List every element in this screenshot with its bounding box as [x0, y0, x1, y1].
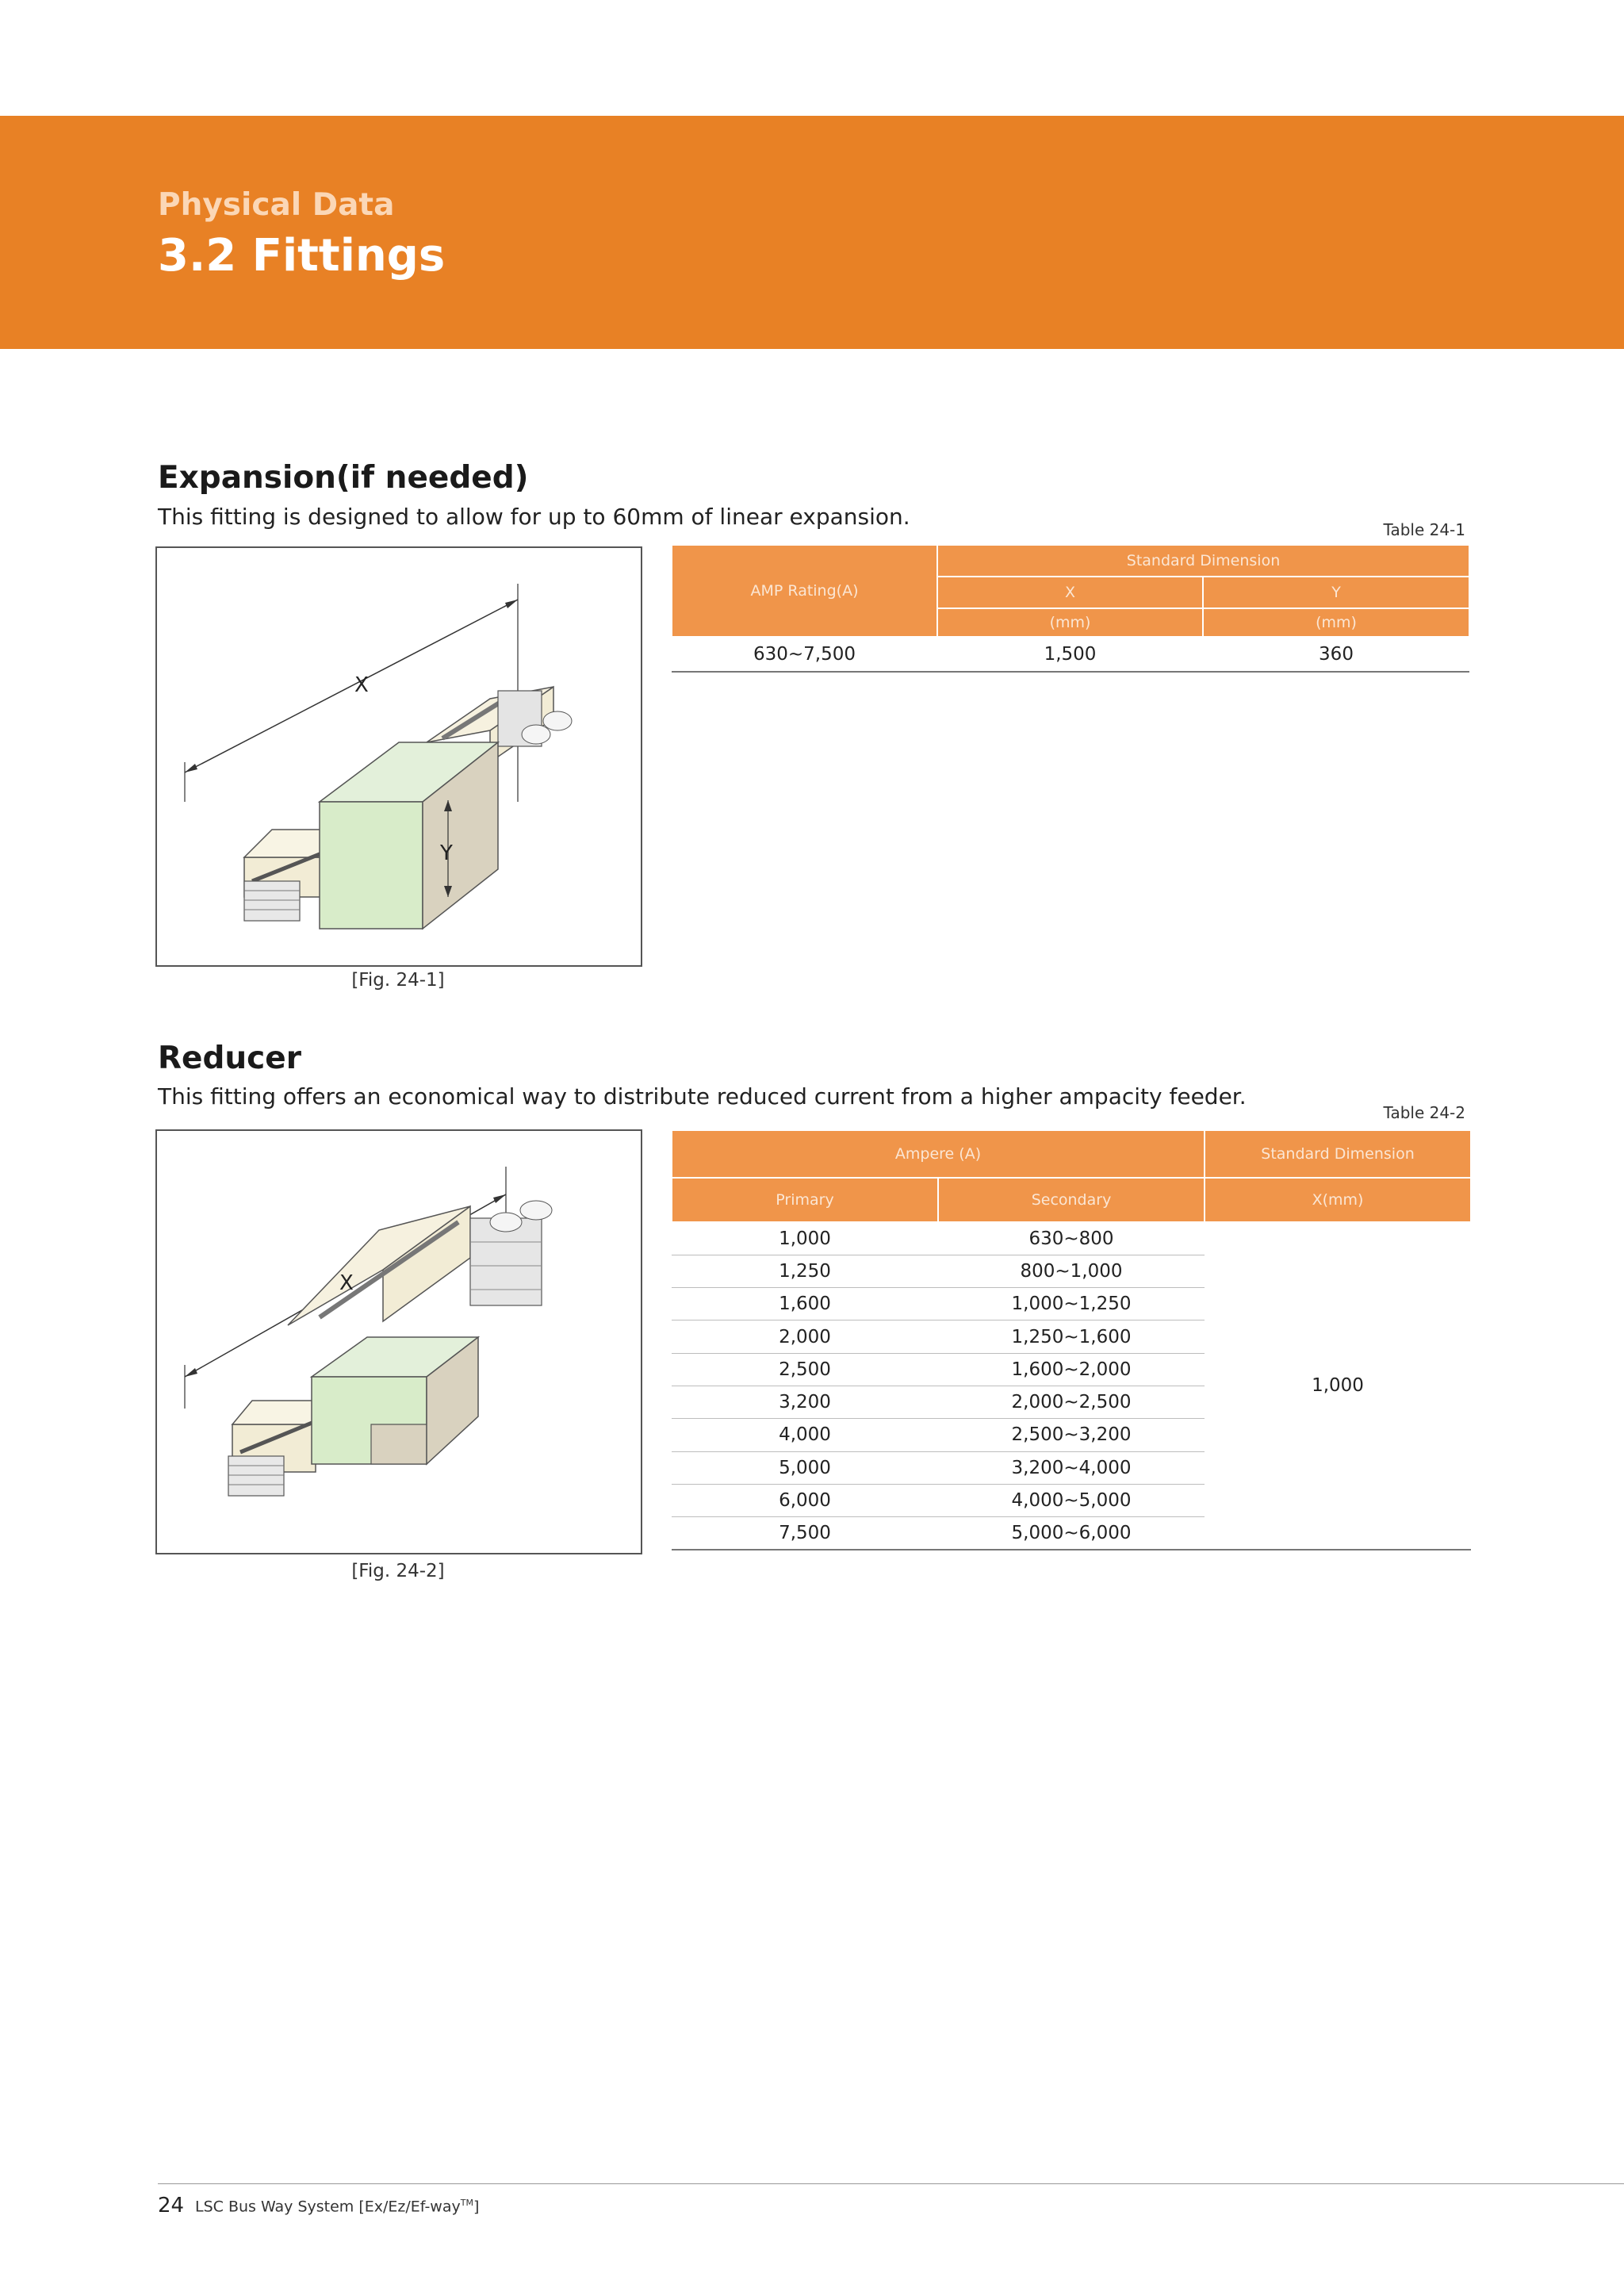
- cell-primary: 1,000: [672, 1222, 938, 1255]
- cell-secondary: 1,000~1,250: [938, 1288, 1205, 1320]
- cell-primary: 6,000: [672, 1484, 938, 1516]
- page-number: 24: [158, 2194, 185, 2217]
- col-x-mm: X(mm): [1205, 1178, 1471, 1222]
- footer-doc-title: [195, 2198, 479, 2215]
- cell-secondary: 3,200~4,000: [938, 1451, 1205, 1484]
- col-secondary: Secondary: [938, 1178, 1205, 1222]
- footer-rule: [158, 2183, 1624, 2184]
- table-row: [672, 1222, 1471, 1255]
- cell-x-merged: 1,000: [1205, 1222, 1471, 1550]
- reducer-description: This fitting offers an economical way to distribute reduced current from a higher ampacity feeder.: [158, 1083, 1247, 1110]
- col-group-standard-dimension: Standard Dimension: [937, 545, 1469, 577]
- reducer-x-label: X: [339, 1271, 354, 1295]
- cell-secondary: 800~1,000: [938, 1255, 1205, 1287]
- col-y: Y: [1203, 577, 1469, 608]
- table-row: [672, 637, 1469, 672]
- reducer-drawing: [157, 1131, 641, 1553]
- page-title: 3.2 Fittings: [158, 230, 446, 282]
- cell-secondary: 1,250~1,600: [938, 1320, 1205, 1353]
- cell-primary: 1,600: [672, 1288, 938, 1320]
- col-x-unit: (mm): [937, 608, 1203, 637]
- cell-secondary: 2,000~2,500: [938, 1386, 1205, 1418]
- cell-primary: 4,000: [672, 1419, 938, 1451]
- cell-secondary: 4,000~5,000: [938, 1484, 1205, 1516]
- footer-doc-title-end: ]: [473, 2198, 480, 2216]
- cell-primary: 2,500: [672, 1353, 938, 1386]
- expansion-figure: [155, 546, 642, 967]
- expansion-table: [671, 544, 1470, 673]
- cell-primary: 3,200: [672, 1386, 938, 1418]
- expansion-table-id: Table 24-1: [1383, 520, 1465, 539]
- reducer-table-id: Table 24-2: [1383, 1103, 1465, 1122]
- footer-doc-title-text: LSC Bus Way System [Ex/Ez/Ef-way: [195, 2198, 461, 2216]
- cell-secondary: 630~800: [938, 1222, 1205, 1255]
- expansion-title: Expansion(if needed): [158, 460, 529, 496]
- cell-y: 360: [1203, 637, 1469, 672]
- cell-primary: 7,500: [672, 1517, 938, 1550]
- expansion-description: This fitting is designed to allow for up to 60mm of linear expansion.: [158, 504, 910, 530]
- reducer-table: [671, 1129, 1472, 1550]
- section-kicker: Physical Data: [158, 187, 395, 223]
- col-group-standard-dimension: Standard Dimension: [1205, 1130, 1471, 1178]
- cell-primary: 5,000: [672, 1451, 938, 1484]
- expansion-figure-caption: [Fig. 24-1]: [351, 970, 445, 991]
- col-group-ampere: Ampere (A): [672, 1130, 1205, 1178]
- expansion-drawing: [157, 548, 641, 965]
- expansion-y-label: Y: [440, 841, 453, 865]
- cell-primary: 2,000: [672, 1320, 938, 1353]
- col-primary: Primary: [672, 1178, 938, 1222]
- expansion-x-label: X: [354, 673, 369, 697]
- cell-secondary: 5,000~6,000: [938, 1517, 1205, 1550]
- cell-primary: 1,250: [672, 1255, 938, 1287]
- reducer-title: Reducer: [158, 1041, 301, 1076]
- cell-secondary: 2,500~3,200: [938, 1419, 1205, 1451]
- reducer-figure-caption: [Fig. 24-2]: [351, 1561, 445, 1581]
- cell-x: 1,500: [937, 637, 1203, 672]
- cell-secondary: 1,600~2,000: [938, 1353, 1205, 1386]
- col-amp-rating: AMP Rating(A): [672, 545, 937, 637]
- cell-amp: 630~7,500: [672, 637, 937, 672]
- col-x: X: [937, 577, 1203, 608]
- col-y-unit: (mm): [1203, 608, 1469, 637]
- trademark-mark: TM: [460, 2198, 473, 2208]
- reducer-figure: [155, 1129, 642, 1554]
